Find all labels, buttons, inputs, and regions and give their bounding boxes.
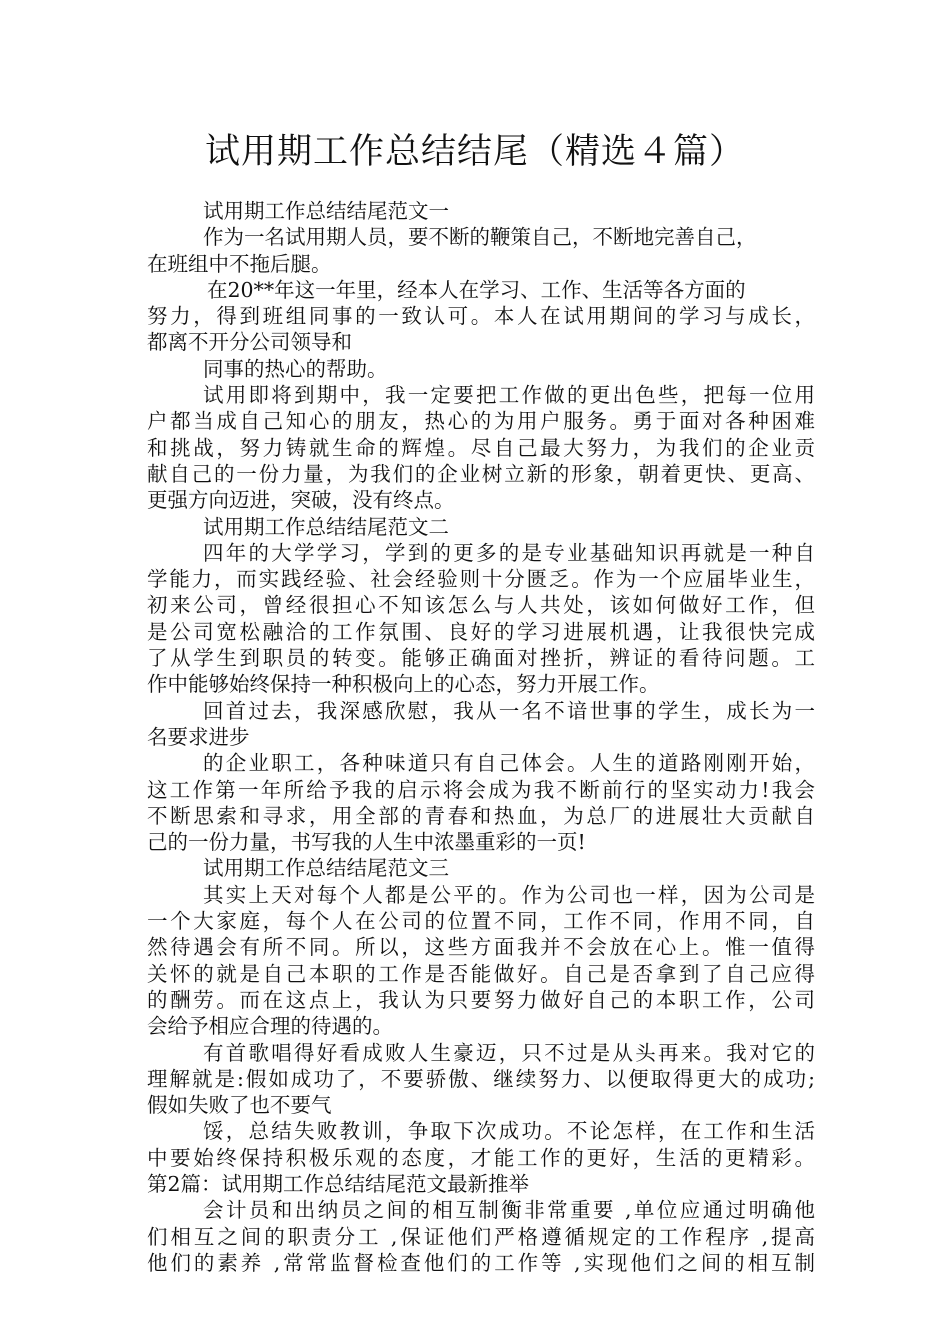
text-line: 和挑战，努力铸就生命的辉煌。尽自己最大努力，为我们的企业贡 (147, 435, 815, 460)
text-line: 的企业职工，各种味道只有自己体会。人生的道路刚刚开始， (203, 751, 815, 776)
text-line: 己的一份力量，书写我的人生中浓墨重彩的一页! (147, 830, 586, 855)
text-line: 理解就是:假如成功了，不要骄傲、继续努力、以便取得更大的成功; (147, 1066, 815, 1091)
text-line: 会计员和出纳员之间的相互制衡非常重要 ,单位应通过明确他 (203, 1198, 815, 1223)
text-line: 试用期工作总结结尾范文二 (203, 514, 449, 539)
text-line: 关怀的就是自己本职的工作是否能做好。自己是否拿到了自己应得 (147, 961, 815, 986)
text-line: 都离不开分公司领导和 (147, 330, 352, 355)
text-line: 在20**年这一年里，经本人在学习、工作、生活等各方面的 (207, 277, 746, 302)
text-line: 献自己的一份力量，为我们的企业树立新的形象，朝着更快、更高、 (147, 461, 815, 486)
text-line: 户都当成自己知心的朋友，热心的为用户服务。勇于面对各种困难 (147, 409, 815, 434)
text-line: 他们的素养 ,常常监督检查他们的工作等 ,实现他们之间的相互制 (147, 1250, 815, 1275)
text-line: 回首过去，我深感欣慰，我从一名不谙世事的学生，成长为一 (203, 698, 815, 723)
text-line: 一个大家庭，每个人在公司的位置不同，工作不同，作用不同，自 (147, 909, 815, 934)
text-line: 这工作第一年所给予我的启示将会成为我不断前行的坚实动力!我会 (147, 777, 815, 802)
document-body (147, 198, 815, 1276)
text-line: 四年的大学学习，学到的更多的是专业基础知识再就是一种自 (203, 540, 815, 565)
text-line: 中要始终保持积极乐观的态度，才能工作的更好，生活的更精彩。 (147, 1145, 815, 1170)
text-line: 试用即将到期中，我一定要把工作做的更出色些，把每一位用 (203, 383, 815, 408)
text-line: 的酬劳。而在这点上，我认为只要努力做好自己的本职工作，公司 (147, 987, 815, 1012)
text-line: 会给予相应合理的待遇的。 (147, 1014, 393, 1039)
text-line: 在班组中不拖后腿。 (147, 251, 332, 276)
text-line: 努力，得到班组同事的一致认可。本人在试用期间的学习与成长， (147, 304, 815, 329)
text-line: 第2篇：试用期工作总结结尾范文最新推举 (147, 1171, 530, 1196)
text-line: 学能力，而实践经验、社会经验则十分匮乏。作为一个应届毕业生， (147, 567, 815, 592)
text-line: 试用期工作总结结尾范文一 (203, 199, 449, 223)
text-line: 是公司宽松融洽的工作氛围、良好的学习进展机遇，让我很快完成 (147, 619, 815, 644)
text-line: 作为一名试用期人员，要不断的鞭策自己，不断地完善自己， (203, 225, 757, 250)
text-line: 试用期工作总结结尾范文三 (203, 856, 449, 881)
text-line: 其实上天对每个人都是公平的。作为公司也一样，因为公司是 (203, 882, 815, 907)
text-line: 不断思索和寻求，用全部的青春和热血，为总厂的进展壮大贡献自 (147, 803, 815, 828)
text-line: 馁，总结失败教训，争取下次成功。不论怎样，在工作和生活 (203, 1119, 815, 1144)
text-line: 名要求进步 (147, 724, 250, 749)
text-line: 作中能够始终保持一种积极向上的心态，努力开展工作。 (147, 672, 660, 697)
document-title: 试用期工作总结结尾（精选４篇） (204, 132, 745, 172)
text-line: 同事的热心的帮助。 (203, 356, 388, 381)
text-line: 更强方向迈进，突破，没有终点。 (147, 488, 455, 513)
text-line: 初来公司，曾经很担心不知该怎么与人共处，该如何做好工作，但 (147, 593, 815, 618)
text-line: 们相互之间的职责分工 ,保证他们严格遵循规定的工作程序 ,提高 (147, 1224, 815, 1249)
text-line: 然待遇会有所不同。所以，这些方面我并不会放在心上。惟一值得 (147, 935, 815, 960)
text-line: 假如失败了也不要气 (147, 1093, 332, 1118)
text-line: 有首歌唱得好看成败人生豪迈，只不过是从头再来。我对它的 (203, 1040, 815, 1065)
text-line: 了从学生到职员的转变。能够正确面对挫折，辨证的看待问题。工 (147, 646, 815, 671)
